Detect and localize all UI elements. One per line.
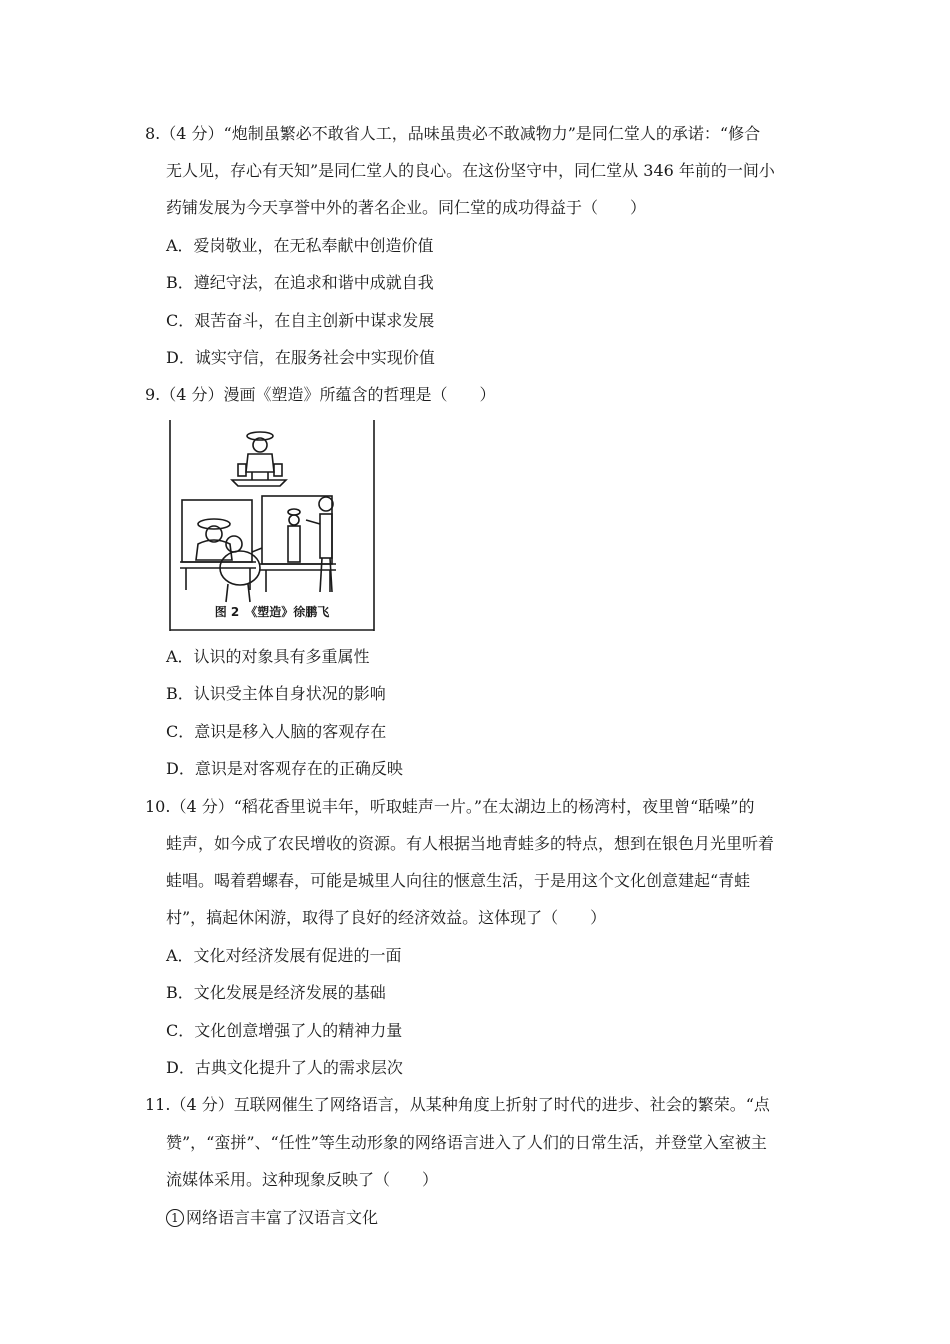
- question-8-line-1: 8.（4 分）“炮制虽繁必不敢省人工，品味虽贵必不敢减物力”是同仁堂人的承诺：“修合: [145, 124, 761, 143]
- question-10-number: 10.: [145, 797, 171, 816]
- question-10-option-b: B．文化发展是经济发展的基础: [166, 983, 386, 1002]
- question-8-option-c: C．艰苦奋斗，在自主创新中谋求发展: [166, 311, 435, 330]
- question-9-option-a: A．认识的对象具有多重属性: [166, 647, 370, 666]
- question-9-option-d: D．意识是对客观存在的正确反映: [166, 759, 403, 778]
- question-11-line-1: 11.（4 分）互联网催生了网络语言，从某种角度上折射了时代的进步、社会的繁荣。“点: [145, 1095, 770, 1114]
- question-10-option-a: A．文化对经济发展有促进的一面: [166, 946, 402, 965]
- question-9-option-c: C．意识是移入人脑的客观存在: [166, 722, 387, 741]
- question-11-line-2: 赞”，“蛮拼”、“任性”等生动形象的网络语言进入了人们的日常生活，并登堂入室被主: [166, 1133, 767, 1152]
- question-8-line-3: 药铺发展为今天享誉中外的著名企业。同仁堂的成功得益于（ ）: [166, 198, 647, 217]
- question-10-line-4: 村”，搞起休闲游，取得了良好的经济效益。这体现了（ ）: [166, 908, 607, 927]
- question-10-line-3: 蛙唱。喝着碧螺春，可能是城里人向往的惬意生活，于是用这个文化创意建起“青蛙: [166, 871, 751, 890]
- cartoon-illustration: [168, 420, 376, 631]
- question-10-option-c: C．文化创意增强了人的精神力量: [166, 1021, 403, 1040]
- question-11-line-3: 流媒体采用。这种现象反映了（ ）: [166, 1170, 439, 1189]
- question-8-option-b: B．遵纪守法，在追求和谐中成就自我: [166, 273, 434, 292]
- figure-caption: 图 2 《塑造》徐鹏飞: [214, 605, 330, 619]
- question-10-option-d: D．古典文化提升了人的需求层次: [166, 1058, 403, 1077]
- question-11-item-1: 1 网络语言丰富了汉语言文化: [166, 1208, 378, 1228]
- question-8-option-d: D．诚实守信，在服务社会中实现价值: [166, 348, 435, 367]
- question-8-line-2: 无人见，存心有天知”是同仁堂人的良心。在这份坚守中，同仁堂从 346 年前的一间小: [166, 161, 775, 180]
- question-8-option-a: A．爱岗敬业，在无私奉献中创造价值: [166, 236, 434, 255]
- question-10-line-2: 蛙声，如今成了农民增收的资源。有人根据当地青蛙多的特点，想到在银色月光里听着: [166, 834, 775, 853]
- cartoon-figure: [168, 420, 376, 631]
- question-11-number: 11.: [145, 1095, 171, 1114]
- question-9-number: 9.: [145, 385, 161, 404]
- question-8-number: 8.: [145, 124, 161, 143]
- question-9-option-b: B．认识受主体自身状况的影响: [166, 684, 386, 703]
- question-10-line-1: 10.（4 分）“稻花香里说丰年，听取蛙声一片。”在太湖边上的杨湾村，夜里曾“聒噪”的: [145, 797, 755, 816]
- circled-number: 1: [166, 1209, 184, 1227]
- question-9-line-1: 9.（4 分）漫画《塑造》所蕴含的哲理是（ ）: [145, 385, 496, 404]
